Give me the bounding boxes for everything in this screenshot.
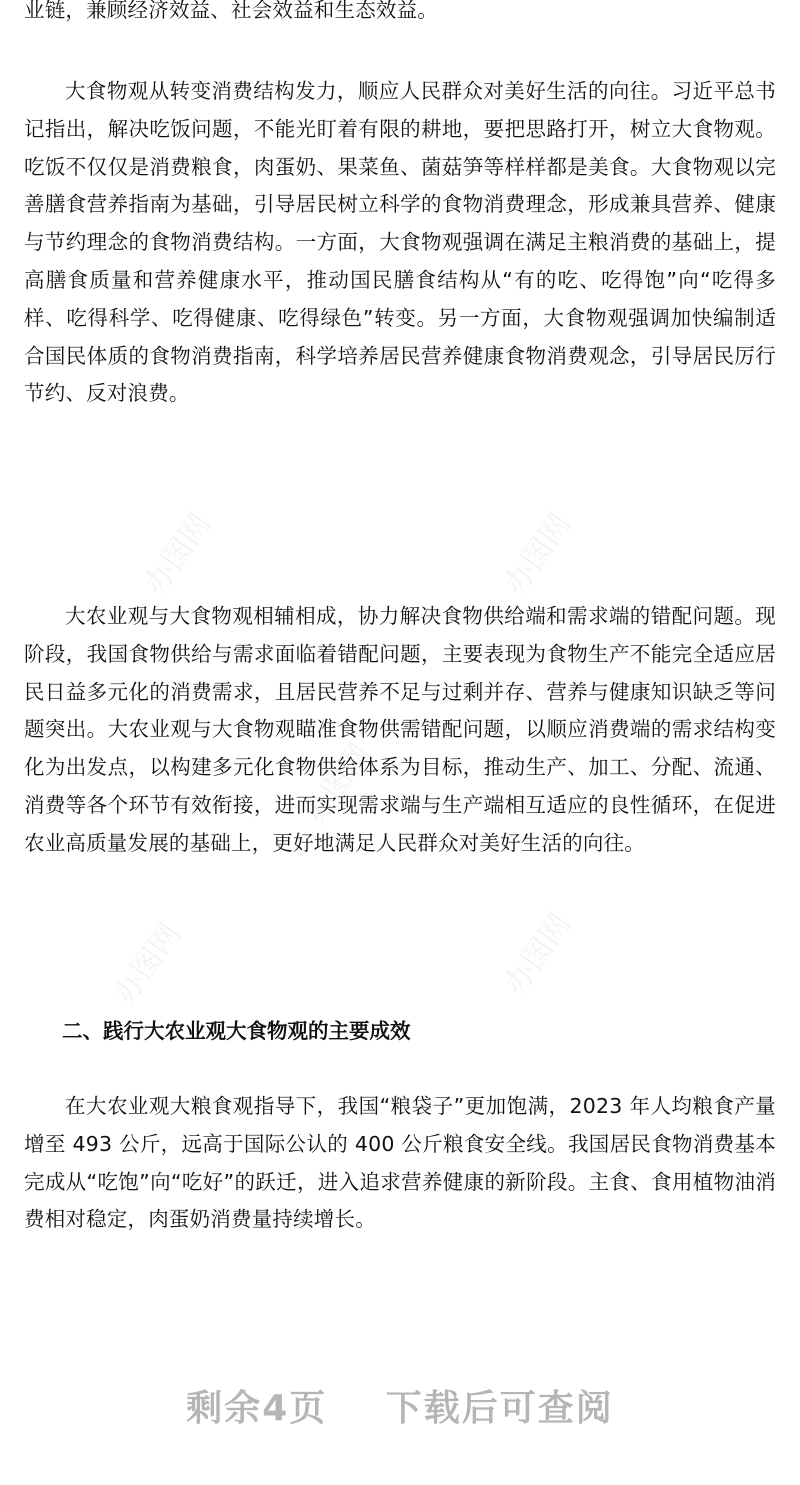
paragraph-supply-demand: 大农业观与大食物观相辅相成，协力解决食物供给端和需求端的错配问题。现阶段，我国食物供给与需求面临着错配问题，主要表现为食物生产不能完全适应居民日益多元化的消费需求，且居民营养不足与过剩并存、营养与健康知识缺乏等问题突出。大农业观与大食物观瞄准食物供需错配问题，以顺应消费端的需求结构变化为出发点，以构建多元化食物供给体系为目标，推动生产、加工、分配、流通、消费等各个环节有效衔接，进而实现需求端与生产端相互适应的良性循环，在促进农业高质量发展的基础上，更好地满足人民群众对美好生活的向往。 — [24, 604, 776, 855]
paragraph-continuation: 业链，兼顾经济效益、社会效益和生态效益。 — [24, 0, 438, 22]
paragraph-achievements: 在大农业观大粮食观指导下，我国“粮袋子”更加饱满，2023 年人均粮食产量增至 493 公斤，远高于国际公认的 400 公斤粮食安全线。我国居民食物消费基本完成从“吃饱”向“吃好”的跃迁，进入追求营养健康的新阶段。主食、食用植物油消费相对稳定，肉蛋奶消费量持续增长。 — [24, 1094, 776, 1232]
watermark: 办图网 — [107, 917, 189, 1011]
download-to-view-label: 下载后可查阅 — [385, 1388, 614, 1429]
watermark: 办图网 — [297, 737, 379, 831]
download-prompt[interactable] — [0, 1380, 800, 1431]
watermark: 办图网 — [497, 907, 579, 1001]
paragraph-big-food-view: 大食物观从转变消费结构发力，顺应人民群众对美好生活的向往。习近平总书记指出，解决吃饭问题，不能光盯着有限的耕地，要把思路打开，树立大食物观。吃饭不仅仅是消费粮食，肉蛋奶、果菜鱼、菌菇笋等样样都是美食。大食物观以完善膳食营养指南为基础，引导居民树立科学的食物消费理念，形成兼具营养、健康与节约理念的食物消费结构。一方面，大食物观强调在满足主粮消费的基础上，提高膳食质量和营养健康水平，推动国民膳食结构从“有的吃、吃得饱”向“吃得多样、吃得科学、吃得健康、吃得绿色”转变。另一方面，大食物观强调加快编制适合国民体质的食物消费指南，科学培养居民营养健康食物消费观念，引导居民厉行节约、反对浪费。 — [24, 79, 776, 406]
watermark: 办图网 — [137, 507, 219, 601]
watermark: 办图网 — [497, 507, 579, 601]
remaining-pages-label: 剩余4页 — [186, 1388, 328, 1429]
section-heading: 二、践行大农业观大食物观的主要成效 — [62, 1019, 411, 1043]
